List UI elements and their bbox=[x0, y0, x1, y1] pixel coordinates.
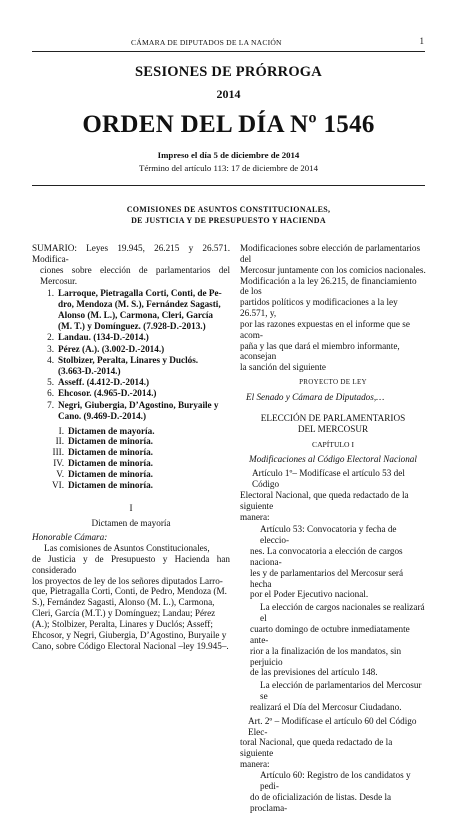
list-item bbox=[32, 332, 230, 343]
roman-numeral: II. bbox=[55, 436, 64, 447]
text-line: Las comisiones de Asuntos Constitucionales, bbox=[44, 543, 210, 554]
running-head: CÁMARA DE DIPUTADOS DE LA NACIÓN bbox=[131, 38, 282, 47]
text-line: rior a la finalización de los mandatos, sin perjuicio bbox=[250, 645, 402, 667]
list-item bbox=[32, 400, 230, 422]
list-text bbox=[58, 332, 230, 343]
roman-numeral: VI. bbox=[52, 479, 64, 490]
roman-numeral: III. bbox=[52, 447, 64, 458]
impreso-date: Impreso el día 5 de diciembre de 2014 bbox=[157, 150, 300, 160]
list-number: 1. bbox=[47, 288, 54, 299]
text-line: paña y las que dará el miembro informante, aconsejan bbox=[240, 340, 400, 362]
text-line: Modificaciones sobre elección de parlamentarios del bbox=[240, 243, 421, 264]
dictamen-item bbox=[32, 469, 230, 480]
eleccion-heading bbox=[240, 413, 426, 435]
list-text-line: (3.663-D.-2014.) bbox=[58, 365, 121, 376]
list-number: 3. bbox=[47, 343, 54, 354]
list-text-line: Asseff. (4.412-D.-2014.) bbox=[58, 377, 150, 388]
section-roman: I bbox=[129, 502, 133, 513]
list-number: 5. bbox=[47, 377, 54, 388]
text-line: Cleri, García (M.T.) y Domínguez; Landau; Pérez bbox=[32, 608, 216, 619]
sumario-line: SUMARIO: Leyes 19.945, 26.215 y 26.571. Modifica- bbox=[32, 243, 230, 264]
list-text bbox=[58, 377, 230, 388]
list-item bbox=[32, 388, 230, 399]
articulo-60-line: Artículo 60: Registro de los candidatos y pedi- bbox=[260, 769, 411, 791]
capitulo-heading: CAPÍTULO I bbox=[312, 439, 354, 449]
dictamen-item bbox=[32, 480, 230, 491]
articulo-53-label: Artículo 53: Convocatoria y fecha de eleccio- bbox=[260, 524, 397, 546]
comisiones-heading bbox=[0, 205, 457, 226]
list-text-line: dro, Mendoza (M. S.), Fernández Sagasti, bbox=[58, 299, 221, 310]
dictamen-label: Dictamen de minoría. bbox=[68, 479, 153, 490]
dictamen-label: Dictamen de minoría. bbox=[68, 436, 153, 447]
text-line: Modificación a la ley 26.215, de financiamiento de los bbox=[240, 275, 417, 297]
termino-date: Término del artículo 113: 17 de diciembre de 2014 bbox=[139, 163, 318, 173]
dictamen-item bbox=[32, 436, 230, 447]
text-line: (A.); Stolbizer, Peralta, Linares y Duclós; Asseff; bbox=[32, 619, 213, 629]
text-line: manera: bbox=[240, 511, 270, 522]
list-text bbox=[58, 388, 230, 399]
roman-numeral: I. bbox=[58, 425, 64, 436]
dictamen-label: Dictamen de minoría. bbox=[68, 458, 153, 469]
text-line: cuarto domingo de octubre inmediatamente ante- bbox=[250, 624, 410, 645]
text-line: Mercosur juntamente con los comicios nacionales. bbox=[240, 264, 426, 275]
dictamen-label: Dictamen de minoría. bbox=[68, 447, 153, 458]
left-column bbox=[32, 243, 230, 652]
list-number: 2. bbox=[47, 332, 54, 343]
text-line: Electoral Nacional, que queda redactado de la siguiente bbox=[240, 489, 409, 511]
intro-paragraph bbox=[240, 243, 426, 373]
list-text-line: Alonso (M. L.), Carmona, Cleri, García bbox=[58, 310, 213, 321]
articulo-2 bbox=[240, 716, 426, 770]
text-line: Ehcosor, y Negri, Giubergia, D’Agostino, Buryaile y bbox=[32, 629, 227, 640]
articulo-60-line: do de oficialización de listas. Desde la proclama- bbox=[250, 791, 392, 813]
sumario-line: ciones sobre elección de parlamentarios del Mercosur. bbox=[40, 264, 230, 286]
page-number: 1 bbox=[419, 36, 424, 46]
title-rule bbox=[32, 185, 425, 186]
honorable-camara: Honorable Cámara: bbox=[32, 532, 108, 543]
list-text-line: Cano. (9.469-D.-2014.) bbox=[58, 410, 147, 421]
dictamenes-list bbox=[32, 426, 230, 491]
comisiones-line: COMISIONES DE ASUNTOS CONSTITUCIONALES, bbox=[126, 205, 331, 214]
list-text-line: Negri, Giubergia, D’Agostino, Buryaile y bbox=[58, 399, 219, 410]
list-item bbox=[32, 288, 230, 331]
dictamen-item bbox=[32, 447, 230, 458]
list-text-line: Ehcosor. (4.965-D.-2014.) bbox=[58, 388, 157, 399]
comisiones-line: DE JUSTICIA Y DE PRESUPUESTO Y HACIENDA bbox=[131, 215, 326, 225]
dictamen-item bbox=[32, 426, 230, 437]
list-text-line: Stolbizer, Peralta, Linares y Duclós. bbox=[58, 354, 199, 365]
list-text bbox=[58, 355, 230, 377]
articulo-53 bbox=[250, 524, 426, 600]
proyecto-de-ley: PROYECTO DE LEY bbox=[299, 378, 367, 387]
list-text bbox=[58, 344, 230, 355]
dictamen-label: Dictamen de mayoría. bbox=[68, 425, 155, 436]
text-line: les y de parlamentarios del Mercosur será hecha bbox=[250, 567, 404, 589]
text-line: los proyectos de ley de los señores diputados Larro- bbox=[32, 575, 223, 586]
paragraph-2 bbox=[250, 602, 426, 678]
text-line: Art. 2º – Modifícase el artículo 60 del Código Elec- bbox=[248, 715, 417, 737]
text-line: de Justicia y de Presupuesto y Hacienda han considerado bbox=[32, 553, 230, 575]
text-line: S.), Fernández Sagasti, Alonso (M. L.), Carmona, bbox=[32, 597, 215, 608]
eleccion-line: DEL MERCOSUR bbox=[297, 423, 369, 434]
text-line: Cano, sobre Código Electoral Nacional –ley 19.945–. bbox=[32, 640, 229, 651]
articulo-1 bbox=[240, 468, 426, 522]
list-text-line: (M. T.) y Domínguez. (7.928-D.-2013.) bbox=[58, 320, 206, 331]
right-column bbox=[240, 243, 426, 813]
text-line: manera: bbox=[240, 759, 270, 770]
text-line: de las previsiones del artículo 148. bbox=[250, 667, 378, 678]
text-line: Artículo 1º– Modifícase el artículo 53 del Código bbox=[252, 468, 405, 490]
roman-numeral: V. bbox=[56, 468, 64, 479]
list-text-line: Pérez (A.). (3.002-D.-2014.) bbox=[58, 343, 165, 354]
eleccion-line: ELECCIÓN DE PARLAMENTARIOS bbox=[260, 412, 406, 423]
modificaciones-heading: Modificaciones al Código Electoral Nacional bbox=[249, 454, 417, 465]
list-number: 6. bbox=[47, 388, 54, 399]
list-text-line: Landau. (134-D.-2014.) bbox=[58, 332, 149, 343]
senado-camara: El Senado y Cámara de Diputados,… bbox=[246, 391, 385, 402]
articulo-60 bbox=[250, 770, 426, 813]
dictamen-item bbox=[32, 458, 230, 469]
text-line: realizará el Día del Mercosur Ciudadano. bbox=[250, 701, 402, 712]
text-line: por el Poder Ejecutivo nacional. bbox=[250, 589, 369, 600]
text-line: por las razones expuestas en el informe que se acom- bbox=[240, 318, 410, 340]
text-line: partidos políticos y modificaciones a la ley 26.571, y, bbox=[240, 297, 398, 319]
list-text bbox=[58, 400, 230, 422]
text-line: la sanción del siguiente bbox=[240, 362, 326, 373]
paragraph-3 bbox=[250, 680, 426, 713]
roman-numeral: IV. bbox=[53, 458, 64, 469]
text-line: nes. La convocatoria a elección de cargos naciona- bbox=[250, 546, 403, 567]
list-text-line: Larroque, Pietragalla Corti, Conti, de Pe- bbox=[58, 288, 222, 299]
sumario bbox=[32, 243, 230, 286]
list-item bbox=[32, 377, 230, 388]
list-item bbox=[32, 344, 230, 355]
dictamen-body bbox=[32, 543, 230, 651]
text-line: que, Pietragalla Corti, Conti, de Pedro, Mendoza (M. bbox=[32, 586, 227, 597]
proyectos-list bbox=[32, 288, 230, 421]
text-line: La elección de cargos nacionales se realizará el bbox=[260, 602, 425, 624]
text-line: toral Nacional, que queda redactado de la siguiente bbox=[240, 737, 393, 759]
orden-del-dia-title: ORDEN DEL DÍA Nº 1546 bbox=[82, 111, 375, 138]
header-rule bbox=[32, 51, 425, 52]
list-number: 4. bbox=[47, 354, 54, 365]
dictamen-label: Dictamen de minoría. bbox=[68, 468, 153, 479]
list-number: 7. bbox=[47, 399, 54, 410]
section-title: Dictamen de mayoría bbox=[91, 518, 171, 529]
sesiones-heading: SESIONES DE PRÓRROGA bbox=[135, 64, 322, 80]
text-line: La elección de parlamentarios del Mercosur se bbox=[260, 680, 422, 702]
year-heading: 2014 bbox=[216, 87, 241, 101]
list-item bbox=[32, 355, 230, 377]
list-text bbox=[58, 288, 230, 331]
